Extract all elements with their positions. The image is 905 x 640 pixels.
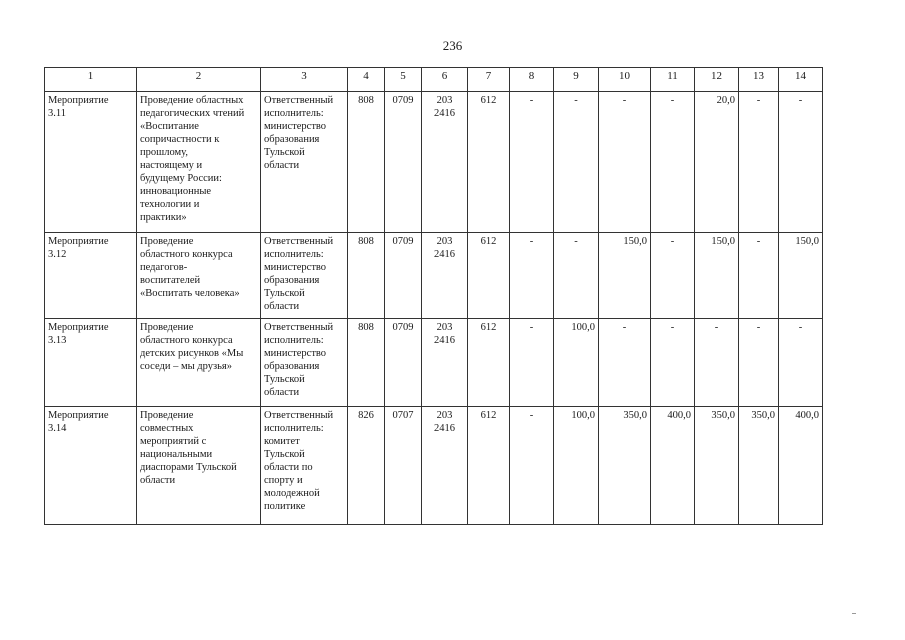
measure-description-cell: Проведение областного конкурса детских рисунков «Мы соседи – мы друзья»: [137, 319, 261, 407]
measure-name-cell: Мероприятие 3.11: [45, 92, 137, 233]
code-cell: 612: [468, 407, 510, 525]
amount-cell: 400,0: [651, 407, 695, 525]
measure-name-cell: Мероприятие 3.12: [45, 233, 137, 319]
code-cell: 826: [348, 407, 385, 525]
table-header-row: [45, 68, 823, 92]
measure-description-cell: Проведение областных педагогических чтений «Воспитание сопричастности к прошлому, настоящему и будущему России: инновационные технологии и практики»: [137, 92, 261, 233]
executor-cell: Ответственный исполнитель: министерство образования Тульской области: [261, 92, 348, 233]
amount-cell: 350,0: [695, 407, 739, 525]
column-header: 14: [779, 68, 823, 92]
amount-cell: -: [739, 92, 779, 233]
column-header: 2: [137, 68, 261, 92]
amount-cell: -: [695, 319, 739, 407]
amount-cell: 150,0: [695, 233, 739, 319]
scan-speck: [852, 613, 856, 614]
amount-cell: -: [510, 407, 554, 525]
table-row: [45, 319, 823, 407]
column-header: 11: [651, 68, 695, 92]
amount-cell: 150,0: [779, 233, 823, 319]
measure-description-cell: Проведение совместных мероприятий с национальными диаспорами Тульской области: [137, 407, 261, 525]
code-cell: 612: [468, 92, 510, 233]
table-row: [45, 92, 823, 233]
page-number: 236: [442, 38, 463, 53]
code-cell: 203 2416: [422, 233, 468, 319]
column-header: 10: [599, 68, 651, 92]
code-cell: 0709: [385, 233, 422, 319]
executor-cell: Ответственный исполнитель: министерство образования Тульской области: [261, 319, 348, 407]
amount-cell: -: [554, 92, 599, 233]
column-header: 1: [45, 68, 137, 92]
amount-cell: -: [739, 319, 779, 407]
budget-table: [44, 67, 823, 525]
table-row: [45, 407, 823, 525]
amount-cell: -: [599, 319, 651, 407]
amount-cell: -: [599, 92, 651, 233]
amount-cell: -: [510, 319, 554, 407]
column-header: 6: [422, 68, 468, 92]
amount-cell: 150,0: [599, 233, 651, 319]
code-cell: 808: [348, 92, 385, 233]
amount-cell: 20,0: [695, 92, 739, 233]
column-header: 3: [261, 68, 348, 92]
code-cell: 203 2416: [422, 407, 468, 525]
table-row: [45, 233, 823, 319]
executor-cell: Ответственный исполнитель: комитет Тульской области по спорту и молодежной политике: [261, 407, 348, 525]
code-cell: 808: [348, 233, 385, 319]
column-header: 9: [554, 68, 599, 92]
column-header: 7: [468, 68, 510, 92]
code-cell: 203 2416: [422, 92, 468, 233]
amount-cell: -: [779, 92, 823, 233]
amount-cell: -: [739, 233, 779, 319]
code-cell: 612: [468, 319, 510, 407]
code-cell: 612: [468, 233, 510, 319]
column-header: 13: [739, 68, 779, 92]
measure-name-cell: Мероприятие 3.13: [45, 319, 137, 407]
amount-cell: -: [510, 233, 554, 319]
amount-cell: -: [554, 233, 599, 319]
code-cell: 0707: [385, 407, 422, 525]
amount-cell: 350,0: [739, 407, 779, 525]
column-header: 8: [510, 68, 554, 92]
amount-cell: -: [779, 319, 823, 407]
amount-cell: 100,0: [554, 319, 599, 407]
column-header: 4: [348, 68, 385, 92]
code-cell: 0709: [385, 319, 422, 407]
column-header: 5: [385, 68, 422, 92]
amount-cell: -: [651, 319, 695, 407]
column-header: 12: [695, 68, 739, 92]
amount-cell: 100,0: [554, 407, 599, 525]
measure-description-cell: Проведение областного конкурса педагогов- воспитателей «Воспитать человека»: [137, 233, 261, 319]
code-cell: 203 2416: [422, 319, 468, 407]
amount-cell: 350,0: [599, 407, 651, 525]
measure-name-cell: Мероприятие 3.14: [45, 407, 137, 525]
amount-cell: -: [651, 233, 695, 319]
amount-cell: -: [510, 92, 554, 233]
code-cell: 808: [348, 319, 385, 407]
executor-cell: Ответственный исполнитель: министерство образования Тульской области: [261, 233, 348, 319]
amount-cell: 400,0: [779, 407, 823, 525]
code-cell: 0709: [385, 92, 422, 233]
amount-cell: -: [651, 92, 695, 233]
